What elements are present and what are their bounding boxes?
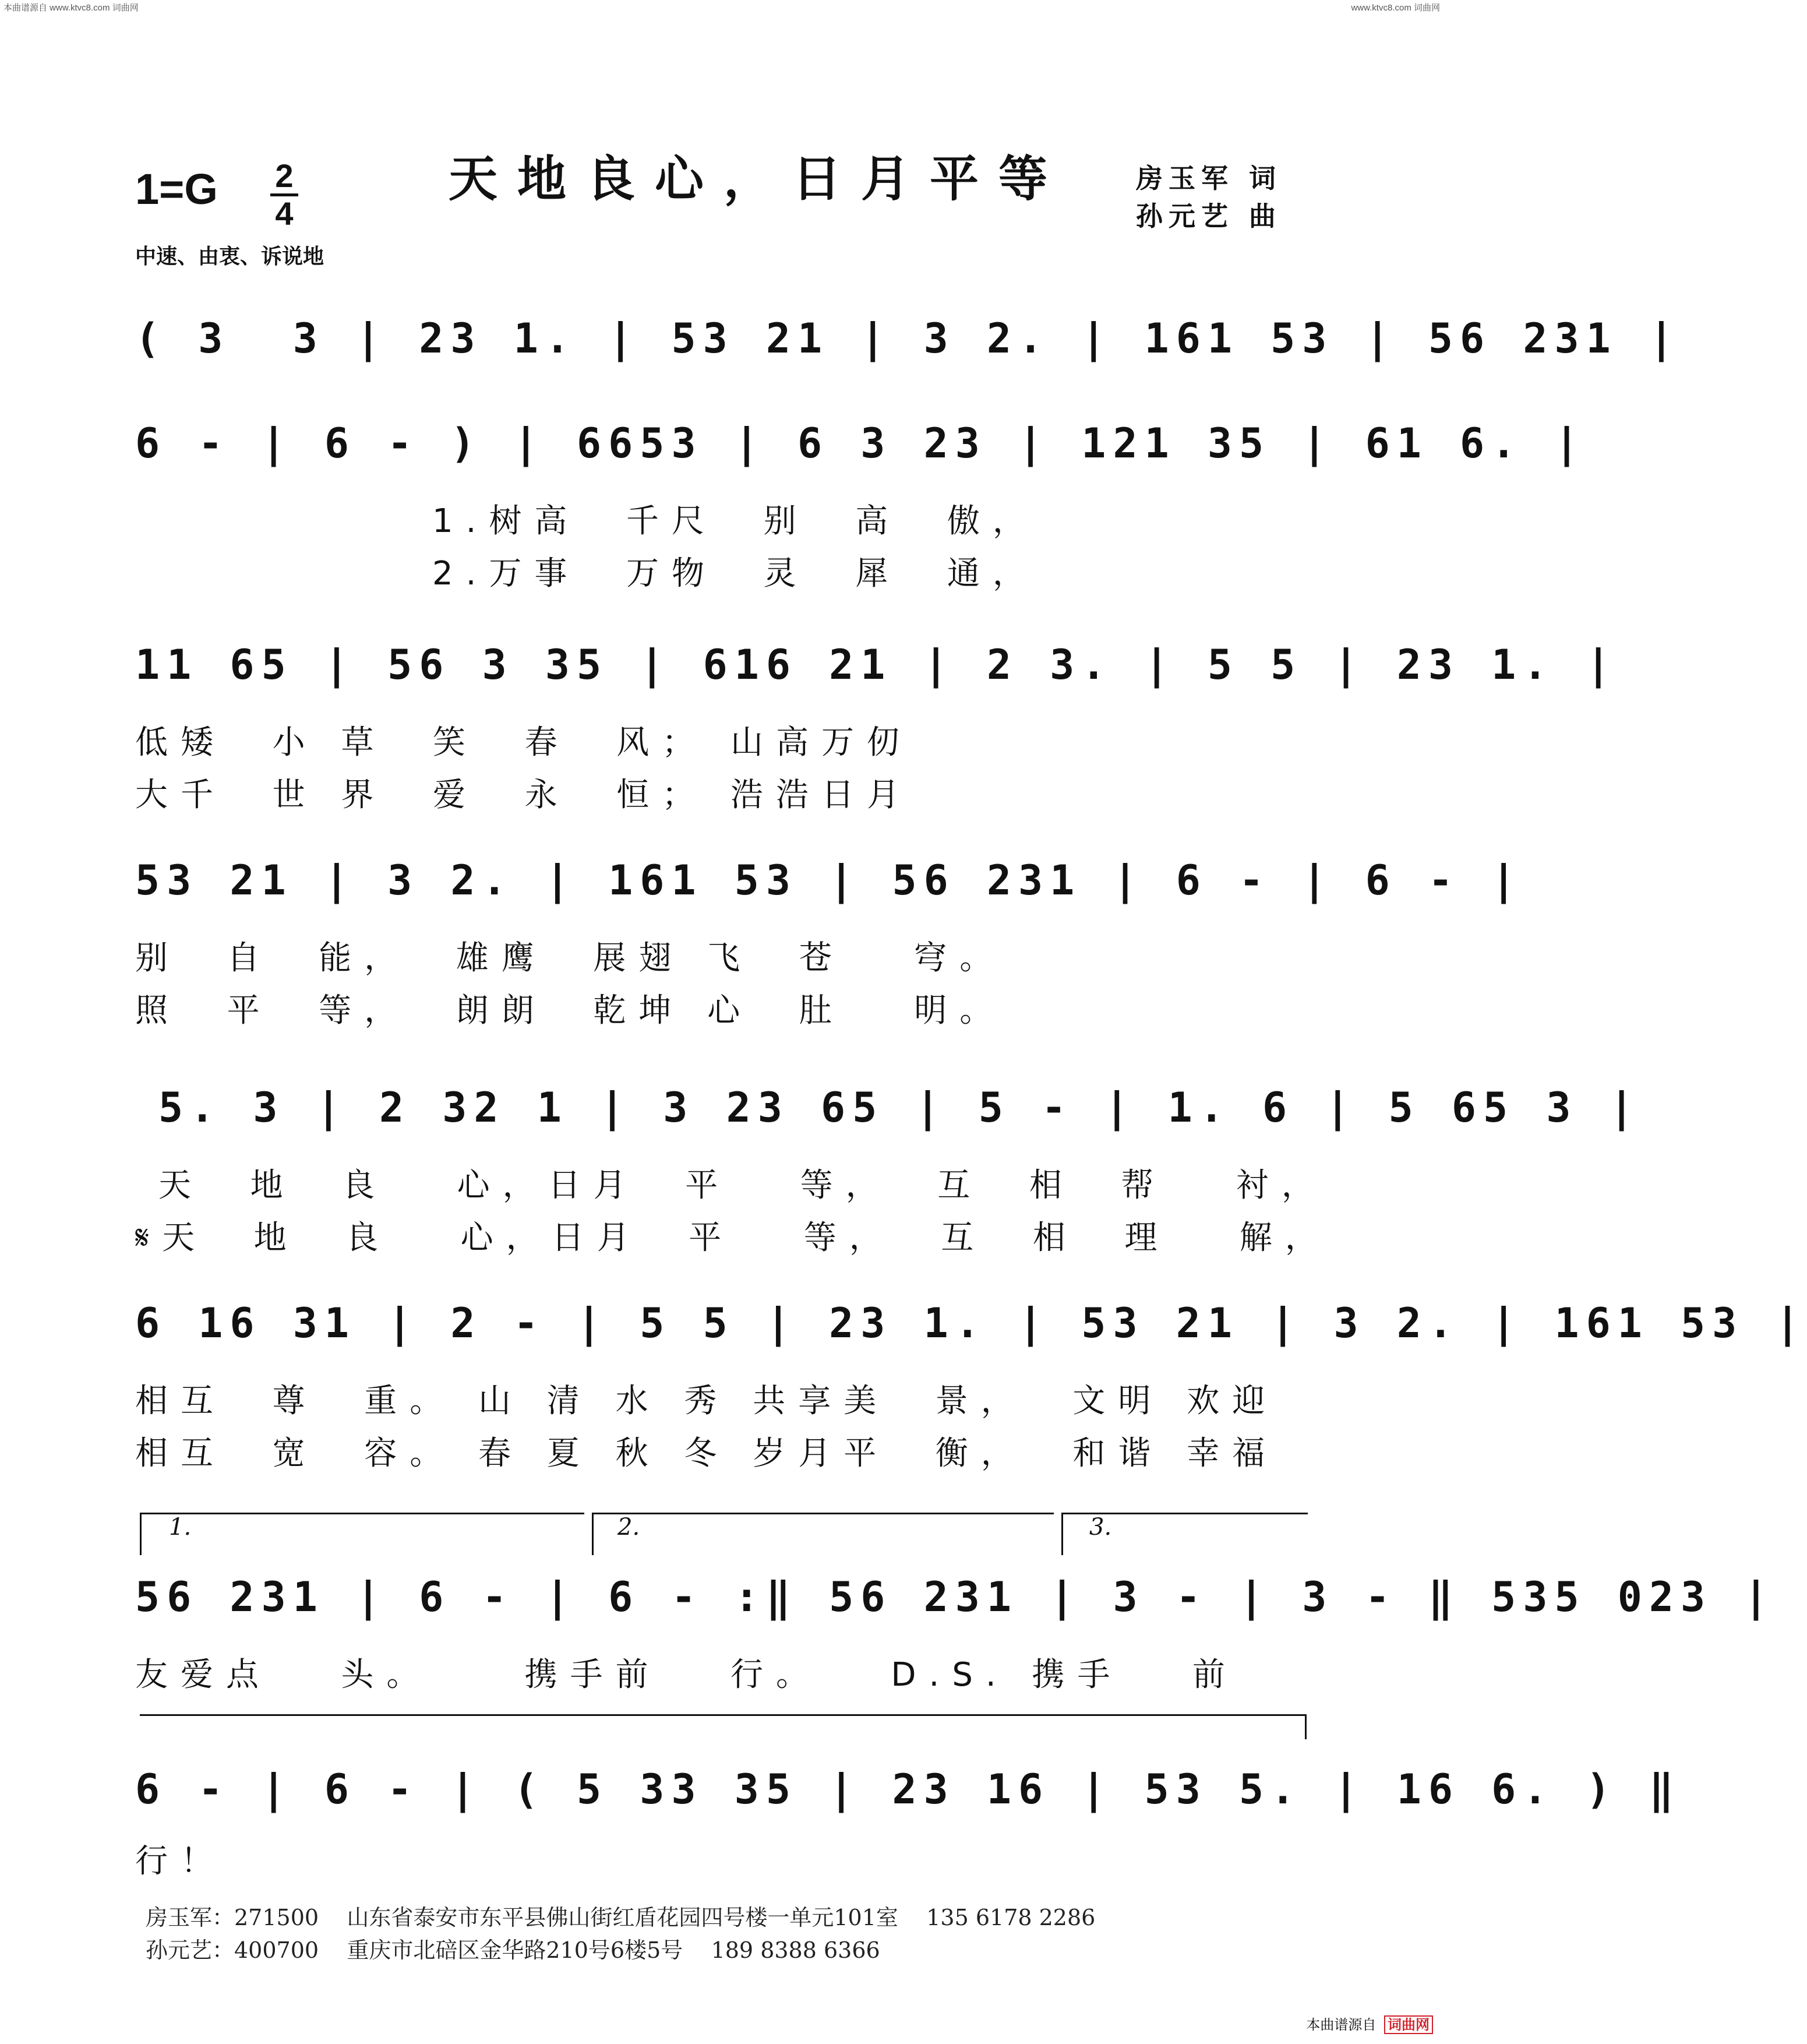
lyricist-address: 房玉军：271500 山东省泰安市东平县佛山街红盾花园四号楼一单元101室 135 6178 2286	[146, 1905, 1096, 1930]
composer-address: 孙元艺：400700 重庆市北碚区金华路210号6楼5号 189 8388 6366	[146, 1937, 880, 1963]
notation-line: 6 - | 6 - ) | 6653 | 6 3 23 | 121 35 | 61 6. |	[135, 420, 1586, 467]
time-bottom: 4	[275, 195, 294, 232]
lyric-verse-1: 1.树高 千尺 别 高 傲，	[432, 502, 1038, 540]
composer-credit: 孙元艺 曲	[1136, 200, 1282, 232]
staff-system-3	[135, 641, 1618, 827]
ending-label-2: 2.	[617, 1514, 640, 1541]
lyric-verse-2: 相互 宽 容。 春 夏 秋 冬 岁月平 衡， 和谐 幸福	[135, 1435, 1278, 1472]
lyric-verse-2: 照 平 等， 朗朗 乾坤 心 肚 明。	[135, 992, 1005, 1030]
source-logo-text: 本曲谱源自	[1306, 2017, 1377, 2033]
staff-system-4	[135, 857, 1523, 1043]
staff-system-8	[135, 1765, 1681, 1894]
staff-system-2	[135, 420, 1586, 606]
staff-system-6	[135, 1299, 1807, 1486]
staff-system-1	[135, 315, 1681, 390]
lyric-verse-1: 相互 尊 重。 山 清 水 秀 共享美 景， 文明 欢迎	[135, 1382, 1278, 1420]
notation-line: 5. 3 | 2 32 1 | 3 23 65 | 5 - | 1. 6 | 5 65 3 |	[158, 1084, 1641, 1132]
lyric-verse-1: 低矮 小 草 笑 春 风； 山高万仞	[135, 724, 913, 762]
tempo-marking: 中速、由衷、诉说地	[135, 245, 324, 269]
staff-system-5	[135, 1084, 1641, 1270]
time-signature	[267, 157, 302, 232]
lyric-line: 行！	[135, 1842, 226, 1880]
notation-line: 11 65 | 56 3 35 | 616 21 | 2 3. | 5 5 | 23 1. |	[135, 641, 1618, 689]
lyricist-credit: 房玉军 词	[1136, 163, 1282, 194]
notation-line: ( 3 3 | 23 1. | 53 21 | 3 2. | 161 53 | 56 231 |	[135, 315, 1681, 362]
key-signature: 1=G	[135, 165, 218, 213]
source-site-left: 本曲谱源自 www.ktvc8.com 词曲网	[3, 3, 139, 13]
lyric-verse-2: 2.万事 万物 灵 犀 通，	[432, 555, 1038, 593]
notation-line: 56 231 | 6 - | 6 - :‖ 56 231 | 3 - | 3 - ‖ 535 023 |	[135, 1573, 1776, 1621]
ending-bracket-2	[592, 1513, 1054, 1555]
staff-system-7	[135, 1573, 1776, 1707]
notation-line: 53 21 | 3 2. | 161 53 | 56 231 | 6 - | 6 - |	[135, 857, 1523, 904]
ending-bracket-1	[140, 1513, 584, 1555]
notation-line: 6 16 31 | 2 - | 5 5 | 23 1. | 53 21 | 3 2. | 161 53 |	[135, 1299, 1807, 1347]
source-logo-brand: 词曲网	[1384, 2015, 1433, 2034]
lyric-verse-2: 大千 世 界 爱 永 恒； 浩浩日月	[135, 776, 913, 814]
lyric-verse-2: 𝄋天 地 良 心，日月 平 等， 互 相 理 解，	[135, 1219, 1330, 1257]
lyric-verse-1: 别 自 能， 雄鹰 展翅 飞 苍 穹。	[135, 939, 1005, 977]
lyric-line: 友爱点 头。 携手前 行。 D.S. 携手 前	[135, 1656, 1238, 1694]
source-site-right: www.ktvc8.com 词曲网	[1351, 3, 1440, 13]
notation-line: 6 - | 6 - | ( 5 33 35 | 23 16 | 53 5. | 16 6. ) ‖	[135, 1765, 1681, 1813]
ending-label-1: 1.	[169, 1514, 192, 1541]
ending-label-3: 3.	[1089, 1514, 1112, 1541]
source-logo	[1306, 2013, 1433, 2034]
time-top: 2	[275, 157, 294, 194]
coda-bracket	[140, 1714, 1307, 1739]
song-title: 天地良心，日月平等	[449, 150, 1068, 207]
lyric-verse-1: 天 地 良 心，日月 平 等， 互 相 帮 衬，	[158, 1167, 1327, 1204]
